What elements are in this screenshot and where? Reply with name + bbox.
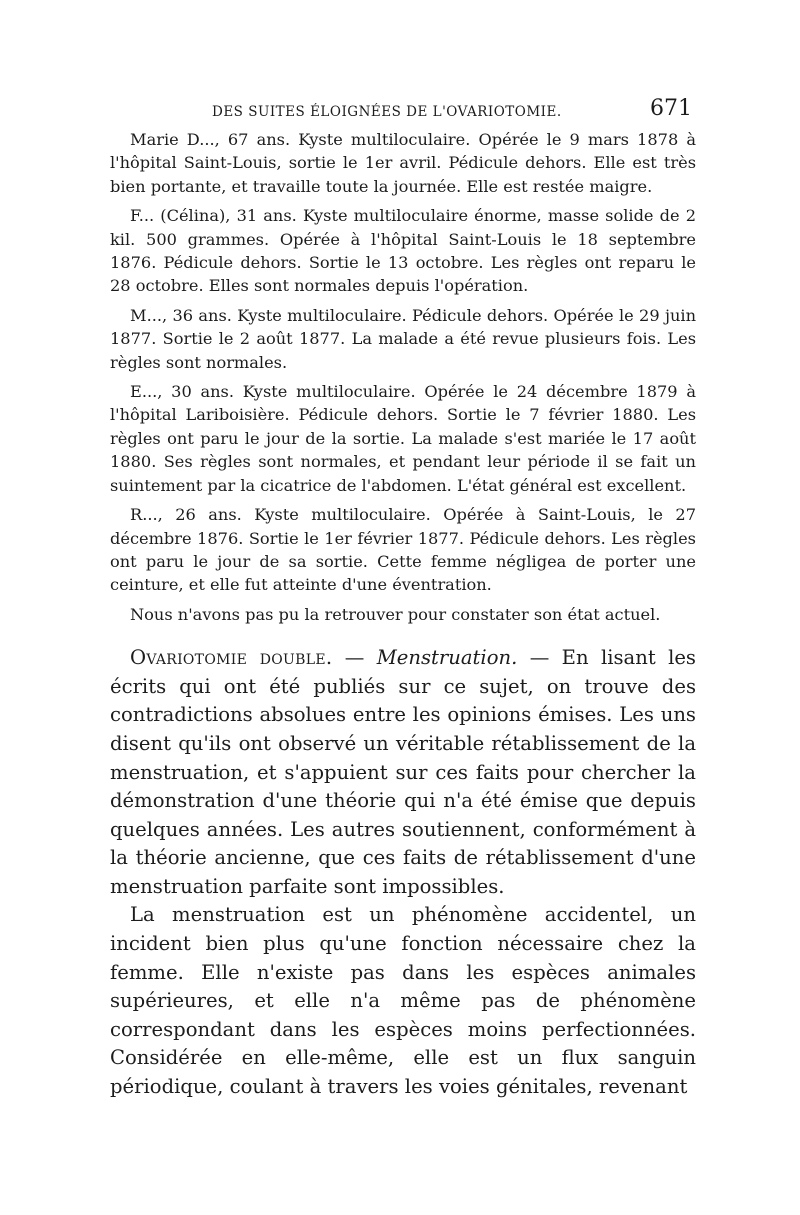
section-dash: — [332,646,377,670]
section-body [110,644,696,1102]
section-subtitle: Menstruation. [376,646,518,670]
closing-note: Nous n'avons pas pu la retrouver pour constater son état actuel. [130,604,661,624]
section-dash: — [517,646,562,670]
book-page [110,96,696,1102]
section-paragraph-1-text: En lisant les écrits qui ont été publiés sur ce sujet, on trouve des contradictions absolues entre les opinions émises. Les uns disent qu'ils ont observé un véritable rétablissement de la menstruation, et s'appuient sur ces faits pour chercher la démonstration d'une théorie qui n'a été émise que depuis quelques années. Les autres soutiennent, conformément à la théorie ancienne, que ces faits de rétablissement d'une menstruation parfaite sont impossibles. [110,646,696,898]
case-paragraph: R..., 26 ans. Kyste multiloculaire. Opérée à Saint-Louis, le 27 décembre 1876. Sortie le 1er février 1877. Pédicule dehors. Les règles ont paru le jour de sa sortie. Cette femme négligea de porter une ceinture, et elle fut atteinte d'une éventration. [110,505,696,595]
case-paragraph: E..., 30 ans. Kyste multiloculaire. Opérée le 24 décembre 1879 à l'hôpital Lariboisière. Pédicule dehors. Sortie le 7 février 1880. Les règles ont paru le jour de la sortie. La malade s'est mariée le 17 août 1880. Ses règles sont normales, et pendant leur période il se fait un suintement par la cicatrice de l'abdomen. L'état général est excellent. [110,382,696,495]
running-title: DES SUITES ÉLOIGNÉES DE L'OVARIOTOMIE. [212,104,562,120]
section-title: Ovariotomie double. [130,646,333,670]
page-number: 671 [650,96,692,121]
case-paragraph: M..., 36 ans. Kyste multiloculaire. Pédicule dehors. Opérée le 29 juin 1877. Sortie le 2 août 1877. La malade a été revue plusieurs fois. Les règles sont normales. [110,305,696,372]
case-paragraph: Marie D..., 67 ans. Kyste multiloculaire. Opérée le 9 mars 1878 à l'hôpital Saint-Louis, sortie le 1er avril. Pédicule dehors. Elle est très bien portante, et travaille toute la journée. Elle est restée maigre. [110,130,696,196]
running-head [110,96,696,126]
case-paragraph: F... (Célina), 31 ans. Kyste multiloculaire énorme, masse solide de 2 kil. 500 grammes. Opérée à l'hôpital Saint-Louis le 18 septembre 1876. Pédicule dehors. Sortie le 13 octobre. Les règles ont reparu le 28 octobre. Elles sont normales depuis l'opération. [110,206,696,296]
section-paragraph-1 [110,644,696,901]
section-paragraph-2: La menstruation est un phénomène accidentel, un incident bien plus qu'une fonction nécessaire chez la femme. Elle n'existe pas dans les espèces animales supérieures, et elle n'a même pas de phénomène correspondant dans les espèces moins perfectionnées. Considérée en elle-même, elle est un flux sanguin périodique, coulant à travers les voies génitales, revenant [110,903,696,1099]
case-list [110,128,696,626]
